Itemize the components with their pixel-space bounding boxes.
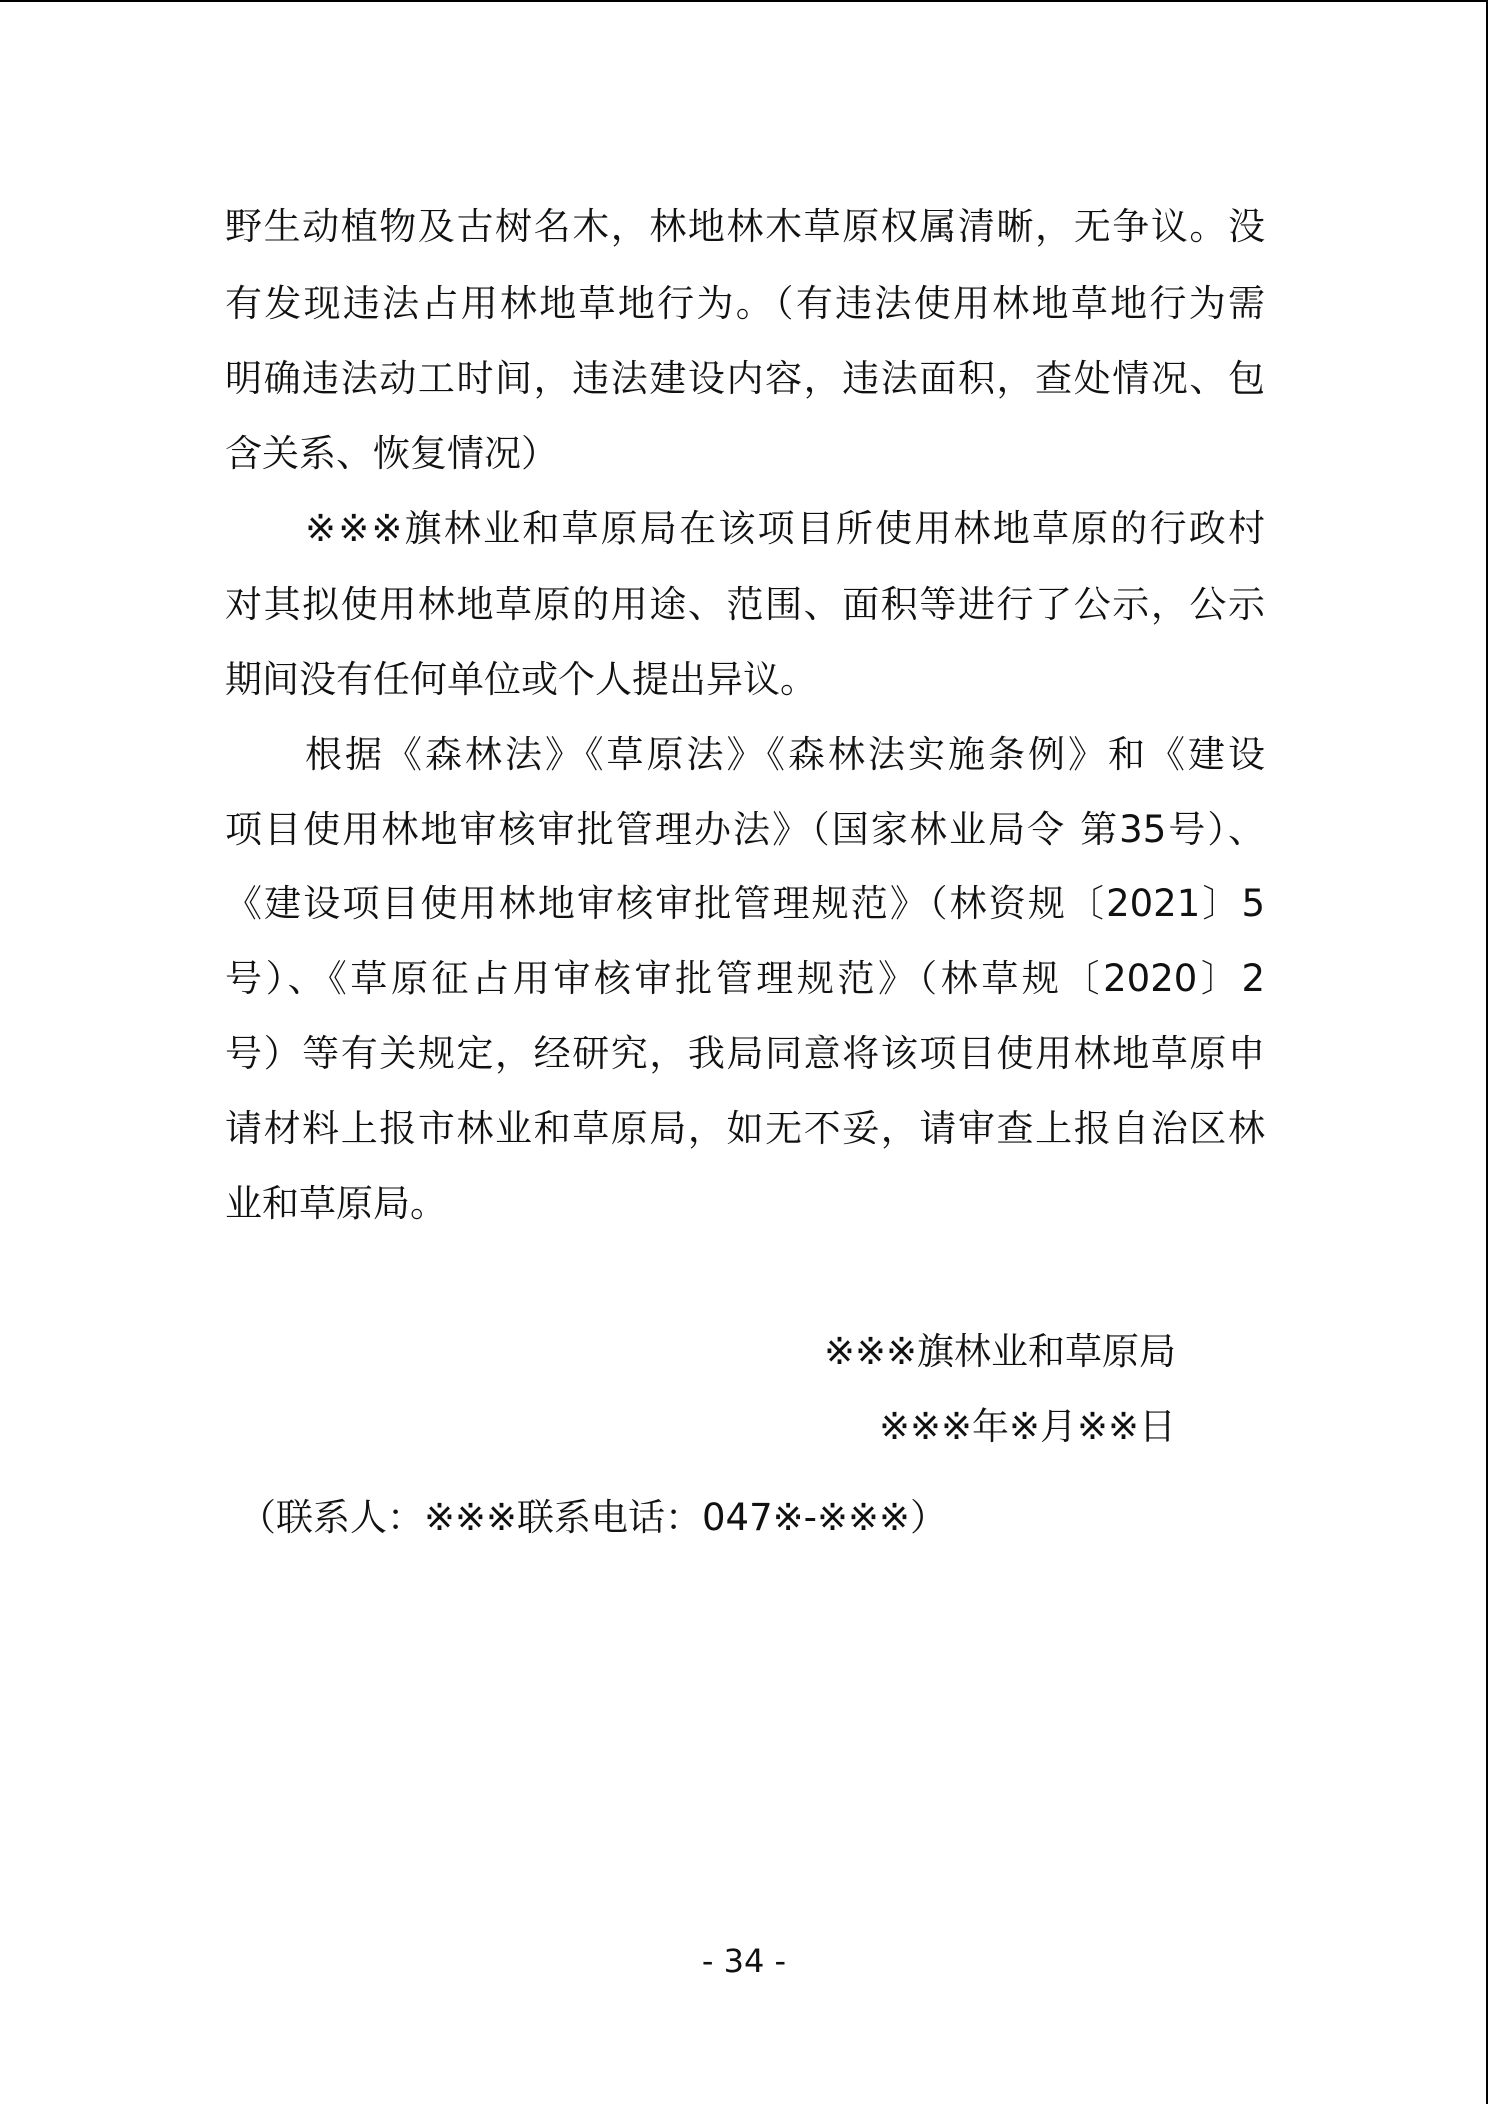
body-line: 号）等有关规定，经研究，我局同意将该项目使用林地草原申: [225, 1032, 1265, 1075]
body-line: 请材料上报市林业和草原局，如无不妥，请审查上报自治区林: [225, 1107, 1265, 1150]
paragraph-first-line: ※※※旗林业和草原局在该项目所使用林地草原的行政村: [305, 507, 1265, 550]
body-line: 野生动植物及古树名木，林地林木草原权属清晰，无争议。没: [225, 205, 1265, 248]
signature-date: ※※※年※月※※日: [878, 1405, 1176, 1448]
body-line: 项目使用林地审核审批管理办法》（国家林业局令 第35号）、: [225, 808, 1265, 851]
body-line: 《建设项目使用林地审核审批管理规范》（林资规〔2021〕5: [225, 882, 1265, 925]
body-line: 业和草原局。: [225, 1182, 447, 1225]
page-number: - 34 -: [701, 1942, 787, 1980]
body-line: 明确违法动工时间，违法建设内容，违法面积，查处情况、包: [225, 357, 1265, 400]
body-line: 对其拟使用林地草原的用途、范围、面积等进行了公示，公示: [225, 583, 1265, 626]
body-line: 号）、《草原征占用审核审批管理规范》（林草规〔2020〕2: [225, 957, 1265, 1000]
paragraph-first-line: 根据《森林法》《草原法》《森林法实施条例》和《建设: [305, 733, 1265, 776]
signature-organization: ※※※旗林业和草原局: [823, 1330, 1176, 1373]
contact-info: （联系人：※※※联系电话：047※-※※※）: [239, 1496, 947, 1539]
body-line: 有发现违法占用林地草地行为。（有违法使用林地草地行为需: [225, 282, 1265, 325]
body-line: 含关系、恢复情况）: [225, 432, 558, 475]
body-line: 期间没有任何单位或个人提出异议。: [225, 658, 817, 701]
